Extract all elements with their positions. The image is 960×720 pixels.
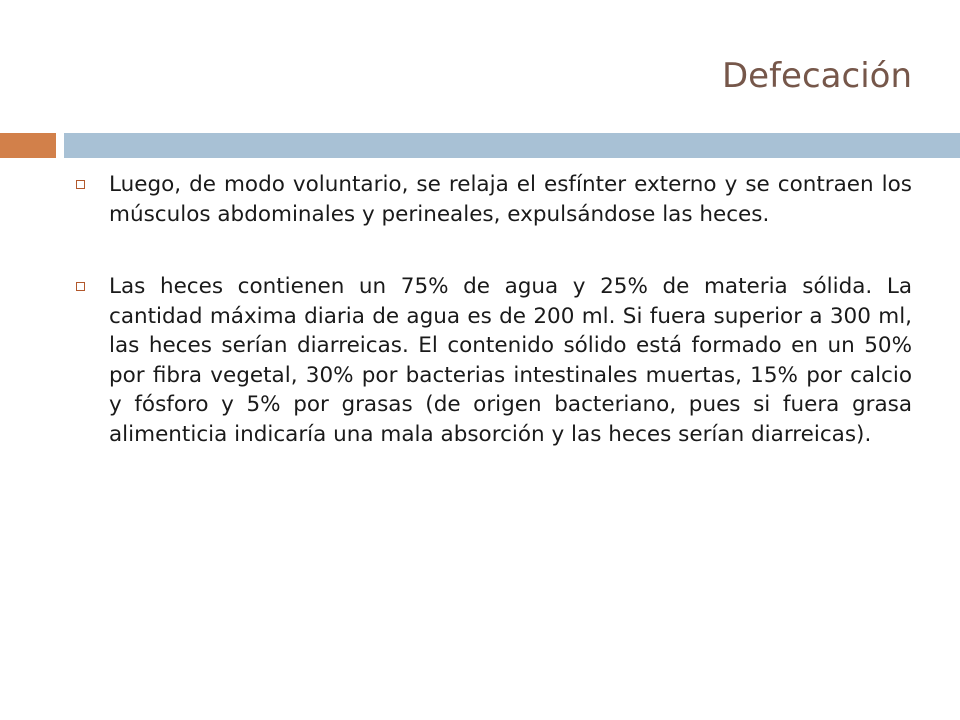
bullet-item (72, 272, 912, 449)
header-band (64, 133, 960, 158)
bullet-text: Las heces contienen un 75% de agua y 25% de materia sólida. La cantidad máxima diaria de agua es de 200 ml. Si fuera superior a 300 ml, las heces serían diarreicas. El contenido sólido está formado en un 50% por fibra vegetal, 30% por bacterias intestinales muertas, 15% por calcio y fósforo y 5% por grasas (de origen bacteriano, pues si fuera grasa alimenticia indicaría una mala absorción y las heces serían diarreicas). (109, 274, 912, 447)
slide-title: Defecación (721, 56, 912, 96)
slide-content (72, 170, 912, 492)
bullet-item (72, 170, 912, 229)
bullet-text: Luego, de modo voluntario, se relaja el esfínter externo y se contraen los músculos abdominales y perineales, expulsándose las heces. (109, 172, 912, 227)
hollow-square-bullet-icon (76, 180, 85, 189)
header-band-accent (0, 133, 56, 158)
hollow-square-bullet-icon (76, 282, 85, 291)
